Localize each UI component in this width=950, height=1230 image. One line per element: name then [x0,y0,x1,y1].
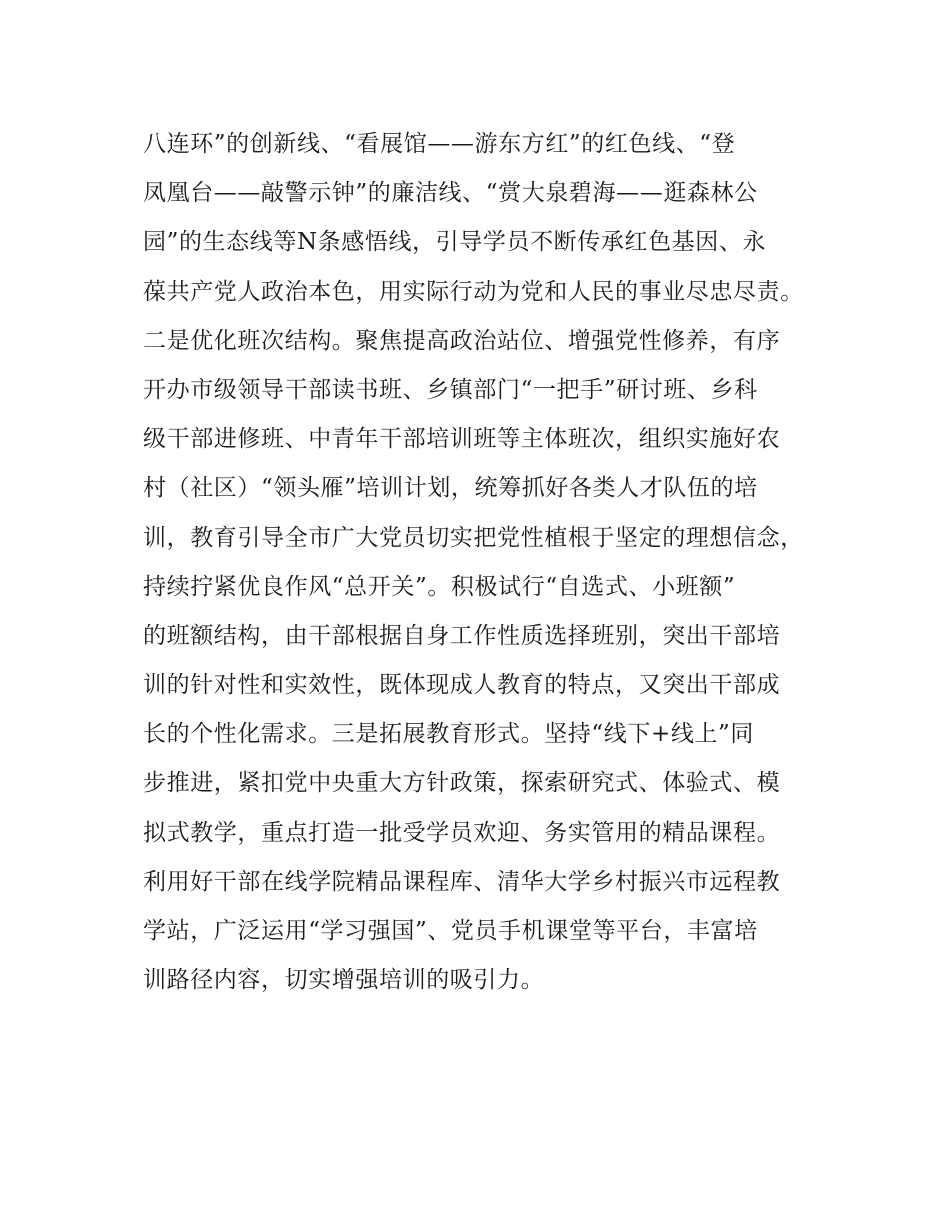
text-line: 学站，广泛运用“学习强国”、党员手机课堂等平台，丰富培 [143,918,758,944]
text-line: 的班额结构，由干部根据自身工作性质选择班别，突出干部培 [143,622,781,649]
text-line: 村（社区）“领头雁”培训计划，统筹抓好各类人才队伍的培 [143,475,758,502]
text-line: 长的个性化需求。三是拓展教育形式。坚持“线下+线上”同 [143,721,754,748]
text-line: 训的针对性和实效性，既体现成人教育的特点，又突出干部成 [143,672,781,699]
text-line: 级干部进修班、中青年干部培训班等主体班次，组织实施好农 [143,426,781,453]
text-line: 训，教育引导全市广大党员切实把党性植根于坚定的理想信念， [143,524,804,551]
text-line: 二是优化班次结构。聚焦提高政治站位、增强党性修养，有序 [143,327,781,354]
text-line: 凤凰台——敲警示钟”的廉洁线、“赏大泉碧海——逛森林公 [143,180,758,207]
text-line: 步推进，紧扣党中央重大方针政策，探索研究式、体验式、模 [143,770,781,797]
text-line: 八连环”的创新线、“看展馆——游东方红”的红色线、“登 [143,131,736,157]
body-paragraph [143,120,843,1005]
text-line: 园”的生态线等N条感悟线，引导学员不断传承红色基因、永 [143,229,767,256]
text-line: 葆共产党人政治本色，用实际行动为党和人民的事业尽忠尽责。 [143,278,804,305]
text-line: 拟式教学，重点打造一批受学员欢迎、务实管用的精品课程。 [143,819,781,846]
text-line: 训路径内容，切实增强培训的吸引力。 [143,967,545,994]
text-line: 开办市级领导干部读书班、乡镇部门“一把手”研讨班、乡科 [143,376,758,403]
text-line: 持续拧紧优良作风“总开关”。积极试行“自选式、小班额” [143,573,736,600]
text-line: 利用好干部在线学院精品课程库、清华大学乡村振兴市远程教 [143,868,781,895]
